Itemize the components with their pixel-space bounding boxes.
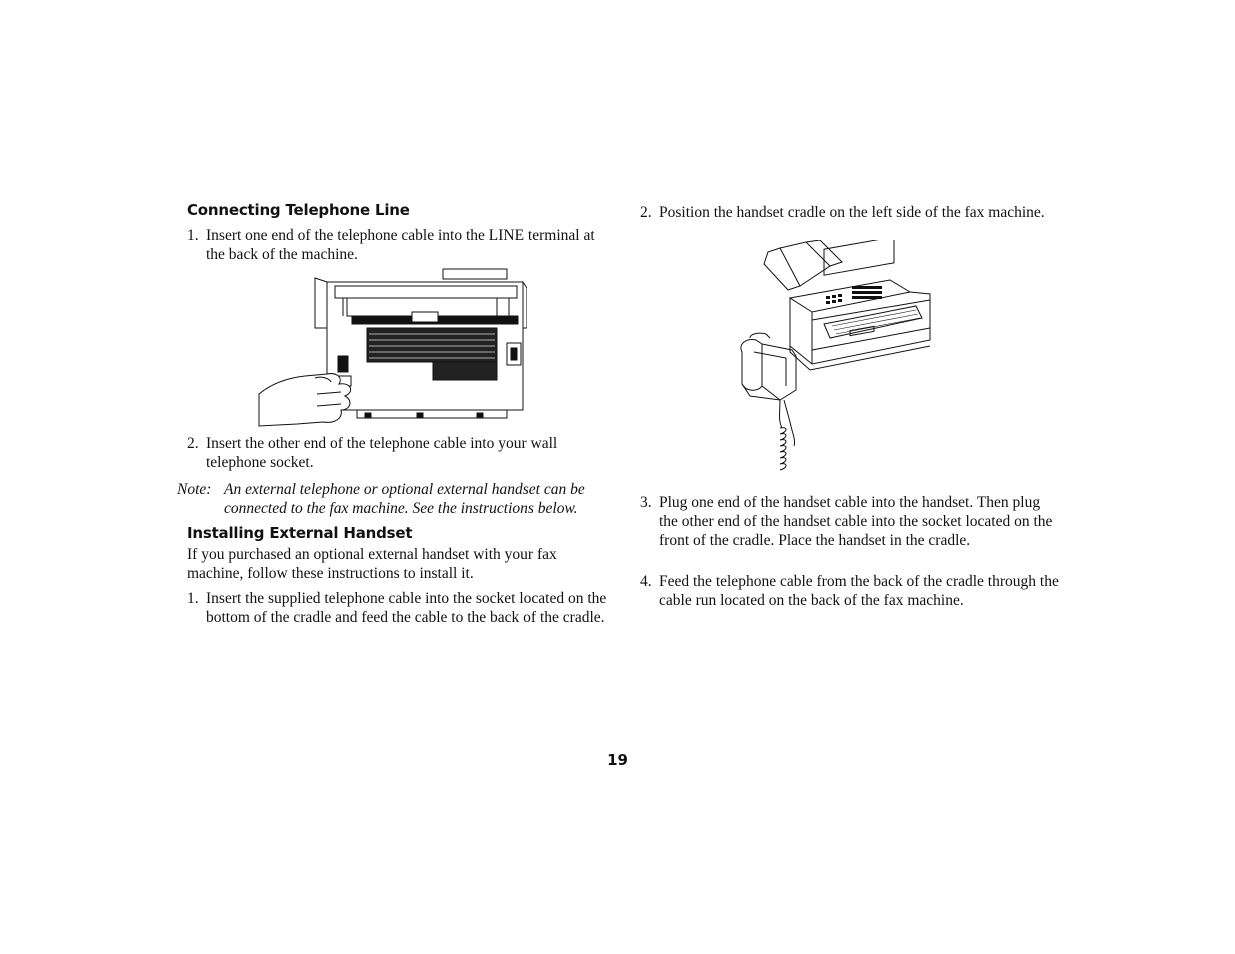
step-number: 4. [640, 573, 652, 590]
note [177, 480, 607, 518]
note-label: Note: [177, 481, 212, 498]
page-number: 19 [607, 751, 628, 769]
fax-back-illustration [257, 268, 527, 428]
step-text: Insert one end of the telephone cable into the LINE terminal at the back of the machine. [206, 227, 595, 263]
step-number: 2. [187, 435, 199, 452]
connect-step-1 [187, 226, 607, 264]
connect-step-2 [187, 434, 607, 472]
heading-connecting-telephone-line: Connecting Telephone Line [187, 201, 410, 219]
step-number: 1. [187, 227, 199, 244]
intro-paragraph: If you purchased an optional external handset with your fax machine, follow these instructions to install it. [187, 546, 557, 582]
step-number: 1. [187, 590, 199, 607]
step-text: Feed the telephone cable from the back of the cradle through the cable run located on the back of the fax machine. [659, 573, 1059, 609]
step-text: Insert the other end of the telephone cable into your wall telephone socket. [206, 435, 558, 471]
note-text: An external telephone or optional external handset can be connected to the fax machine. See the instructions below. [224, 481, 585, 517]
step-text: Position the handset cradle on the left side of the fax machine. [659, 204, 1045, 221]
install-step-2 [640, 203, 1060, 222]
step-text: Insert the supplied telephone cable into the socket located on the bottom of the cradle and feed the cable to the back of the cradle. [206, 590, 607, 626]
step-number: 3. [640, 494, 652, 511]
fax-handset-illustration [740, 240, 935, 485]
heading-installing-external-handset: Installing External Handset [187, 524, 413, 542]
install-step-1 [187, 589, 607, 627]
step-text: Plug one end of the handset cable into the handset. Then plug the other end of the handset cable into the socket located on the front of the cradle. Place the handset in the cradle. [659, 494, 1053, 549]
step-number: 2. [640, 204, 652, 221]
install-step-3 [640, 493, 1060, 550]
install-step-4 [640, 572, 1060, 610]
